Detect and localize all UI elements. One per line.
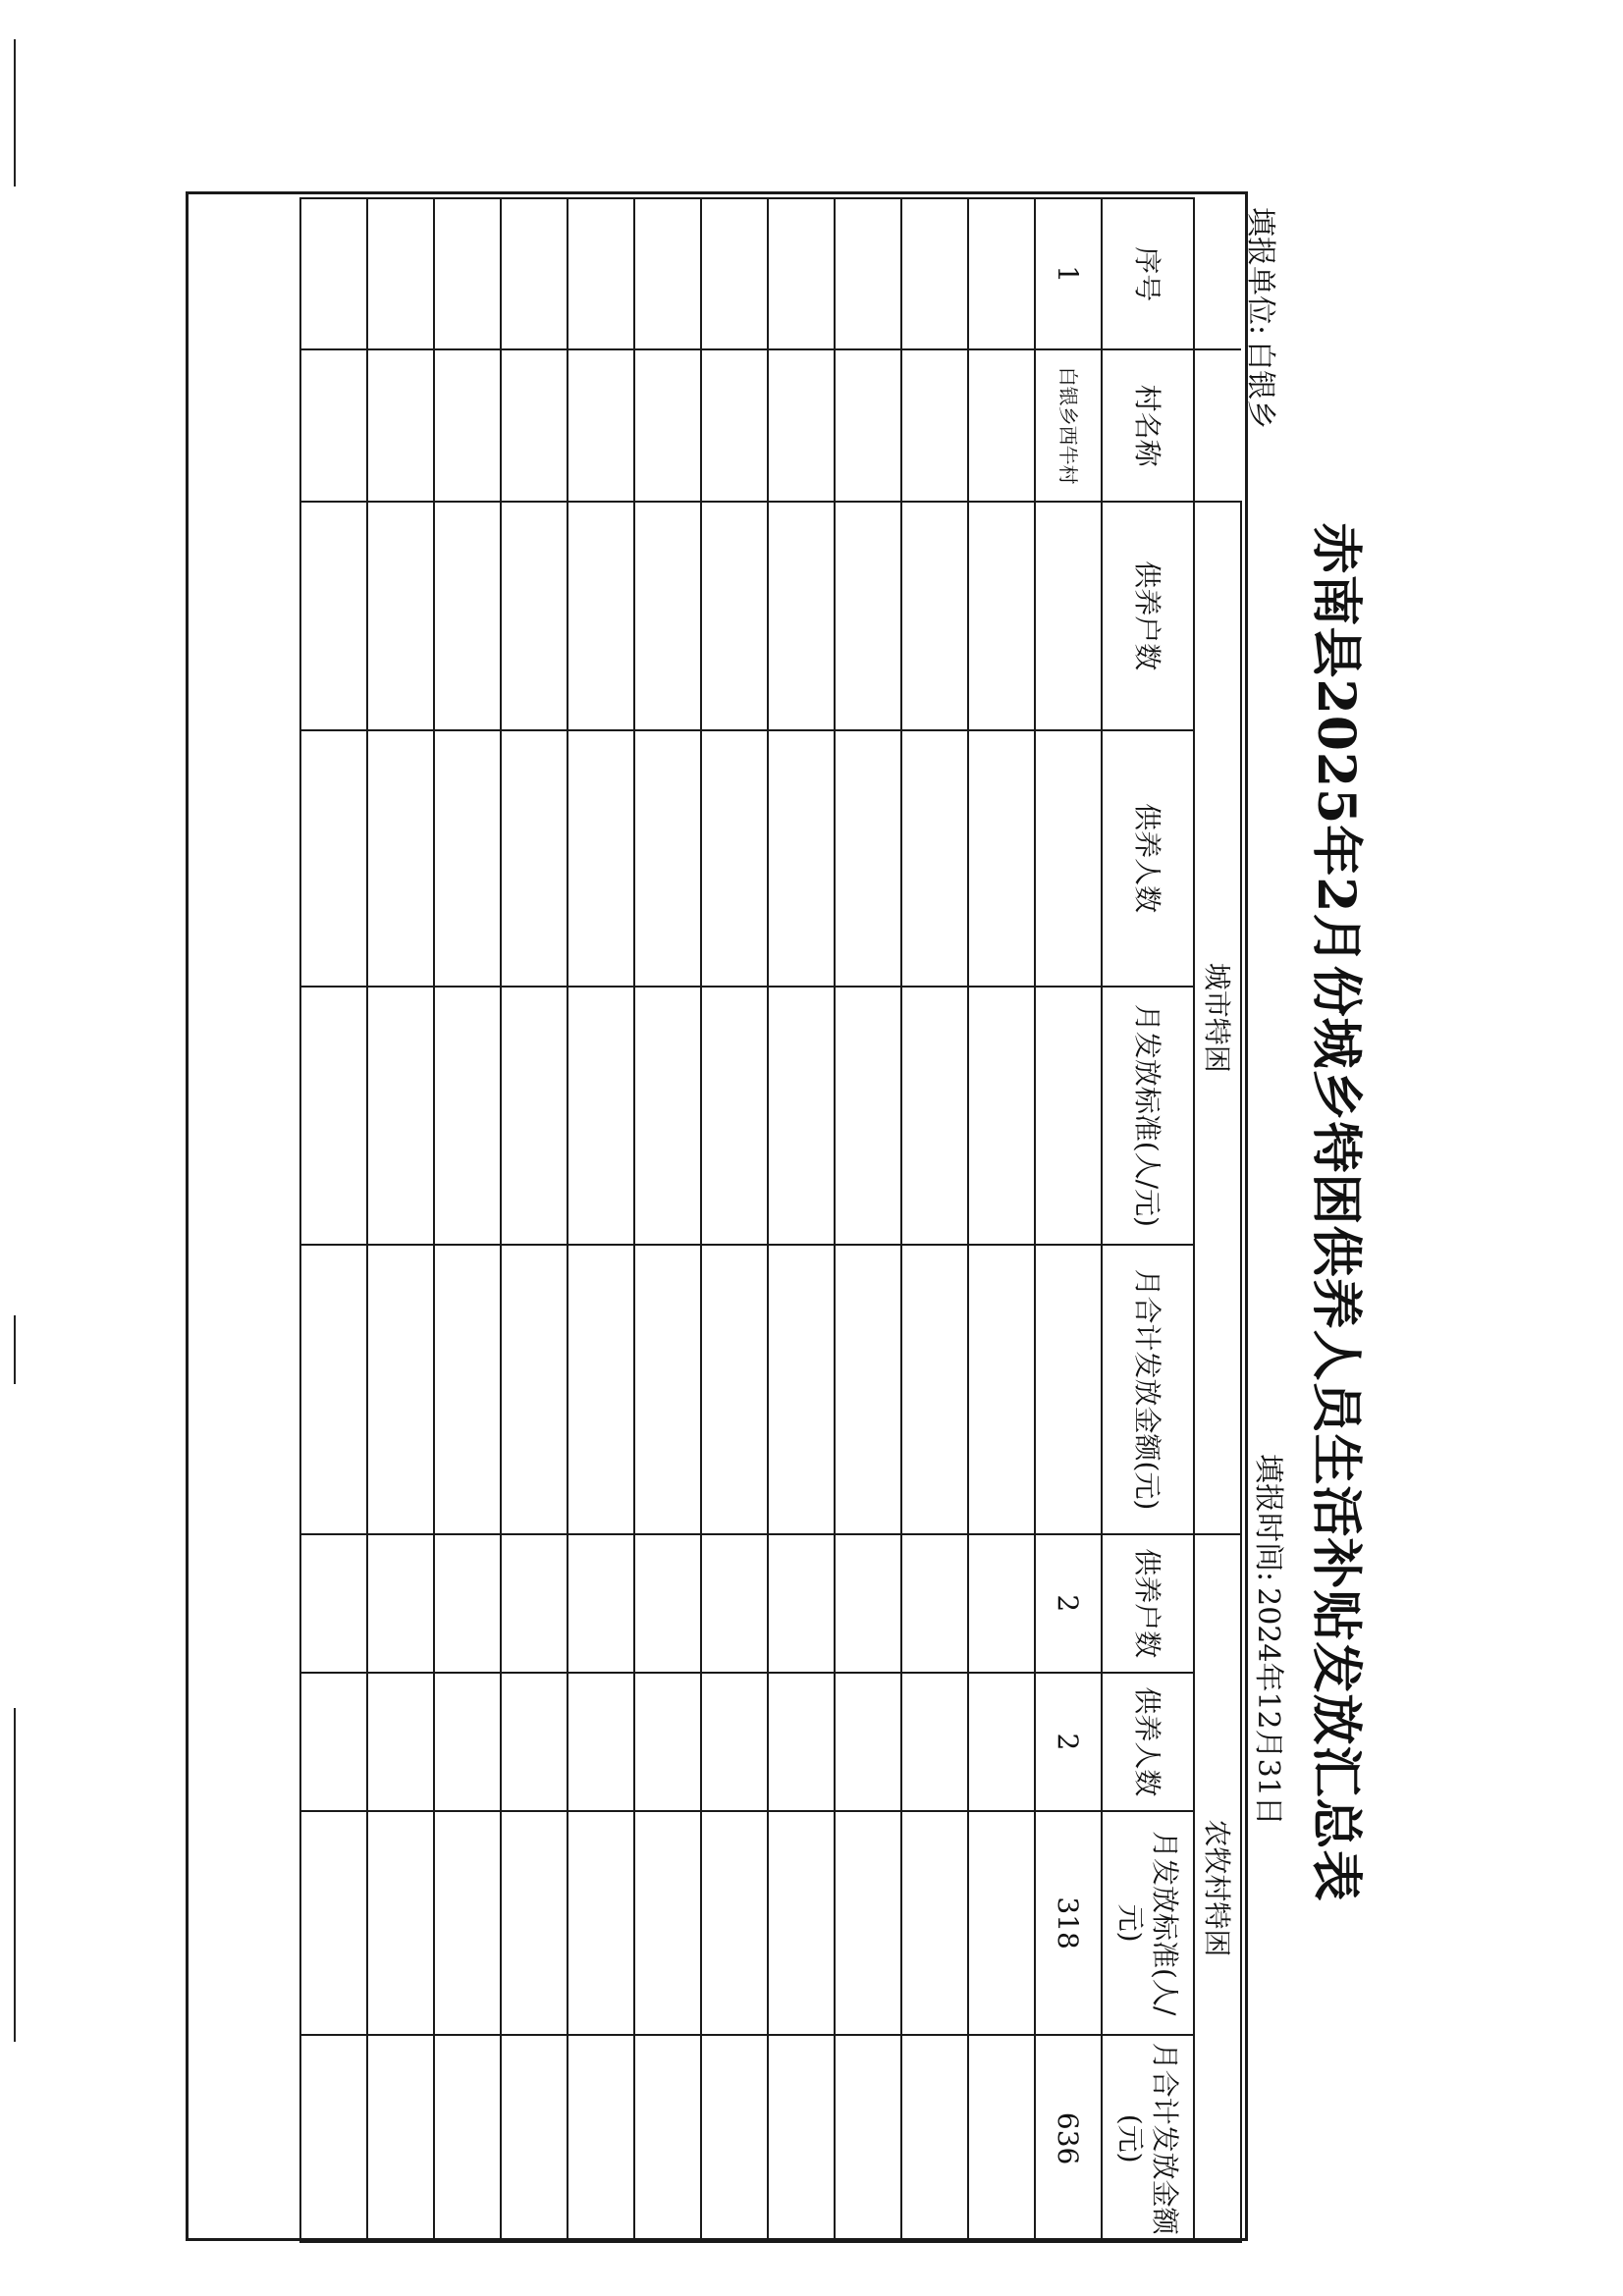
cell-city-persons [835, 730, 901, 987]
cell-rural-households [568, 1534, 634, 1673]
table-row [901, 198, 968, 2242]
cell-rural-households [835, 1534, 901, 1673]
cell-city-standard [835, 987, 901, 1245]
cell-index [701, 198, 768, 349]
group-city: 城市特困 [1194, 502, 1241, 1534]
table-row [634, 198, 701, 2242]
cell-index [434, 198, 501, 349]
cell-city-households [634, 502, 701, 730]
subsidy-summary-table [299, 197, 1242, 2243]
cell-village [367, 349, 434, 501]
cell-city-total [367, 1245, 434, 1534]
cell-city-standard [701, 987, 768, 1245]
cell-city-standard [768, 987, 835, 1245]
cell-city-total [768, 1245, 835, 1534]
cell-village: 白银乡西牛村 [1035, 349, 1102, 501]
cell-city-standard [568, 987, 634, 1245]
cell-city-households [768, 502, 835, 730]
fill-unit-value: 白银乡 [1243, 341, 1277, 430]
cell-rural-households [434, 1534, 501, 1673]
cell-city-persons [901, 730, 968, 987]
cell-rural-households [634, 1534, 701, 1673]
cell-city-standard [434, 987, 501, 1245]
cell-village [901, 349, 968, 501]
cell-village [634, 349, 701, 501]
header-rural-standard: 月发放标准(人/元) [1102, 1811, 1194, 2035]
header-city-standard: 月发放标准(人/元) [1102, 987, 1194, 1245]
cell-city-persons [768, 730, 835, 987]
cell-rural-households [901, 1534, 968, 1673]
cell-city-persons [501, 730, 568, 987]
cell-rural-standard [835, 1811, 901, 2035]
cell-city-standard [501, 987, 568, 1245]
cell-index [367, 198, 434, 349]
cell-city-standard [968, 987, 1035, 1245]
table-row [768, 198, 835, 2242]
header-city-total: 月合计发放金额(元) [1102, 1245, 1194, 1534]
cell-rural-total [701, 2035, 768, 2242]
cell-city-total [968, 1245, 1035, 1534]
cell-city-total [434, 1245, 501, 1534]
document-title: 赤南县2025年2月份城乡特困供养人员生活补贴发放汇总表 [1306, 522, 1366, 1902]
cell-rural-persons [367, 1673, 434, 1811]
cell-village [434, 349, 501, 501]
cell-rural-standard [300, 1811, 367, 2035]
cell-city-total [501, 1245, 568, 1534]
cell-village [300, 349, 367, 501]
cell-rural-total [768, 2035, 835, 2242]
cell-index [568, 198, 634, 349]
cell-village [701, 349, 768, 501]
cell-city-total [701, 1245, 768, 1534]
header-rural-total: 月合计发放金额(元) [1102, 2035, 1194, 2242]
cell-city-total [300, 1245, 367, 1534]
cell-rural-households [367, 1534, 434, 1673]
cell-village [835, 349, 901, 501]
cell-rural-total [835, 2035, 901, 2242]
cell-city-total [901, 1245, 968, 1534]
cell-city-standard [367, 987, 434, 1245]
table-row [701, 198, 768, 2242]
column-header-row [1102, 198, 1194, 2242]
cell-rural-persons [835, 1673, 901, 1811]
scan-edge-mark [14, 1315, 16, 1384]
cell-index [968, 198, 1035, 349]
cell-city-persons [568, 730, 634, 987]
header-index: 序号 [1102, 198, 1194, 349]
cell-rural-households [701, 1534, 768, 1673]
cell-city-households [701, 502, 768, 730]
cell-city-persons [634, 730, 701, 987]
cell-city-standard [634, 987, 701, 1245]
table-row [568, 198, 634, 2242]
table-row [968, 198, 1035, 2242]
cell-rural-total [634, 2035, 701, 2242]
cell-rural-persons [768, 1673, 835, 1811]
cell-village [768, 349, 835, 501]
cell-city-households [300, 502, 367, 730]
fill-unit [1242, 201, 1285, 429]
table-row [367, 198, 434, 2242]
cell-city-standard [901, 987, 968, 1245]
cell-rural-total [568, 2035, 634, 2242]
cell-rural-standard: 318 [1035, 1811, 1102, 2035]
cell-rural-total [501, 2035, 568, 2242]
fill-time-value: 2024年12月31日 [1251, 1587, 1285, 1826]
cell-rural-standard [501, 1811, 568, 2035]
cell-rural-households [968, 1534, 1035, 1673]
cell-city-households [367, 502, 434, 730]
cell-city-households [568, 502, 634, 730]
group-header-row [1194, 198, 1241, 2242]
cell-rural-persons [701, 1673, 768, 1811]
cell-city-persons [968, 730, 1035, 987]
group-spacer [1194, 349, 1241, 501]
fill-time-label: 填报时间: [1251, 1454, 1285, 1582]
cell-city-households [1035, 502, 1102, 730]
cell-city-households [835, 502, 901, 730]
cell-rural-standard [768, 1811, 835, 2035]
cell-city-households [968, 502, 1035, 730]
cell-village [968, 349, 1035, 501]
scan-edge-mark [14, 1708, 16, 2042]
cell-rural-total [367, 2035, 434, 2242]
group-spacer [1194, 198, 1241, 349]
report-sheet [115, 182, 1391, 2243]
table-row [300, 198, 367, 2242]
cell-city-persons [300, 730, 367, 987]
cell-rural-persons: 2 [1035, 1673, 1102, 1811]
cell-index [300, 198, 367, 349]
cell-rural-persons [501, 1673, 568, 1811]
cell-rural-standard [901, 1811, 968, 2035]
cell-city-households [434, 502, 501, 730]
group-rural: 农牧村特困 [1194, 1534, 1241, 2242]
cell-city-standard [1035, 987, 1102, 1245]
table-row [434, 198, 501, 2242]
header-village: 村名称 [1102, 349, 1194, 501]
fill-time [1250, 1448, 1293, 1826]
cell-index [835, 198, 901, 349]
cell-rural-total: 636 [1035, 2035, 1102, 2242]
cell-city-households [901, 502, 968, 730]
cell-rural-total [901, 2035, 968, 2242]
header-rural-persons: 供养人数 [1102, 1673, 1194, 1811]
cell-city-standard [300, 987, 367, 1245]
cell-rural-persons [634, 1673, 701, 1811]
cell-city-total [634, 1245, 701, 1534]
header-rural-households: 供养户数 [1102, 1534, 1194, 1673]
cell-rural-persons [434, 1673, 501, 1811]
cell-rural-standard [568, 1811, 634, 2035]
cell-index [634, 198, 701, 349]
cell-city-total [1035, 1245, 1102, 1534]
table-row [501, 198, 568, 2242]
cell-rural-standard [701, 1811, 768, 2035]
table-row [1035, 198, 1102, 2242]
cell-village [501, 349, 568, 501]
cell-rural-total [300, 2035, 367, 2242]
cell-rural-total [968, 2035, 1035, 2242]
cell-index [501, 198, 568, 349]
cell-rural-standard [968, 1811, 1035, 2035]
cell-rural-standard [634, 1811, 701, 2035]
cell-rural-persons [300, 1673, 367, 1811]
cell-rural-persons [968, 1673, 1035, 1811]
cell-rural-standard [367, 1811, 434, 2035]
cell-city-persons [1035, 730, 1102, 987]
cell-rural-persons [568, 1673, 634, 1811]
cell-city-total [568, 1245, 634, 1534]
cell-rural-standard [434, 1811, 501, 2035]
cell-city-persons [701, 730, 768, 987]
cell-rural-households [300, 1534, 367, 1673]
cell-rural-total [434, 2035, 501, 2242]
header-city-households: 供养户数 [1102, 502, 1194, 730]
header-city-persons: 供养人数 [1102, 730, 1194, 987]
cell-index: 1 [1035, 198, 1102, 349]
cell-city-persons [367, 730, 434, 987]
cell-index [901, 198, 968, 349]
fill-unit-label: 填报单位: [1243, 207, 1277, 336]
cell-village [568, 349, 634, 501]
cell-rural-households [768, 1534, 835, 1673]
cell-city-persons [434, 730, 501, 987]
scan-edge-mark [14, 39, 16, 187]
table-row [835, 198, 901, 2242]
cell-rural-persons [901, 1673, 968, 1811]
cell-city-households [501, 502, 568, 730]
cell-city-total [835, 1245, 901, 1534]
cell-rural-households: 2 [1035, 1534, 1102, 1673]
cell-rural-households [501, 1534, 568, 1673]
cell-index [768, 198, 835, 349]
